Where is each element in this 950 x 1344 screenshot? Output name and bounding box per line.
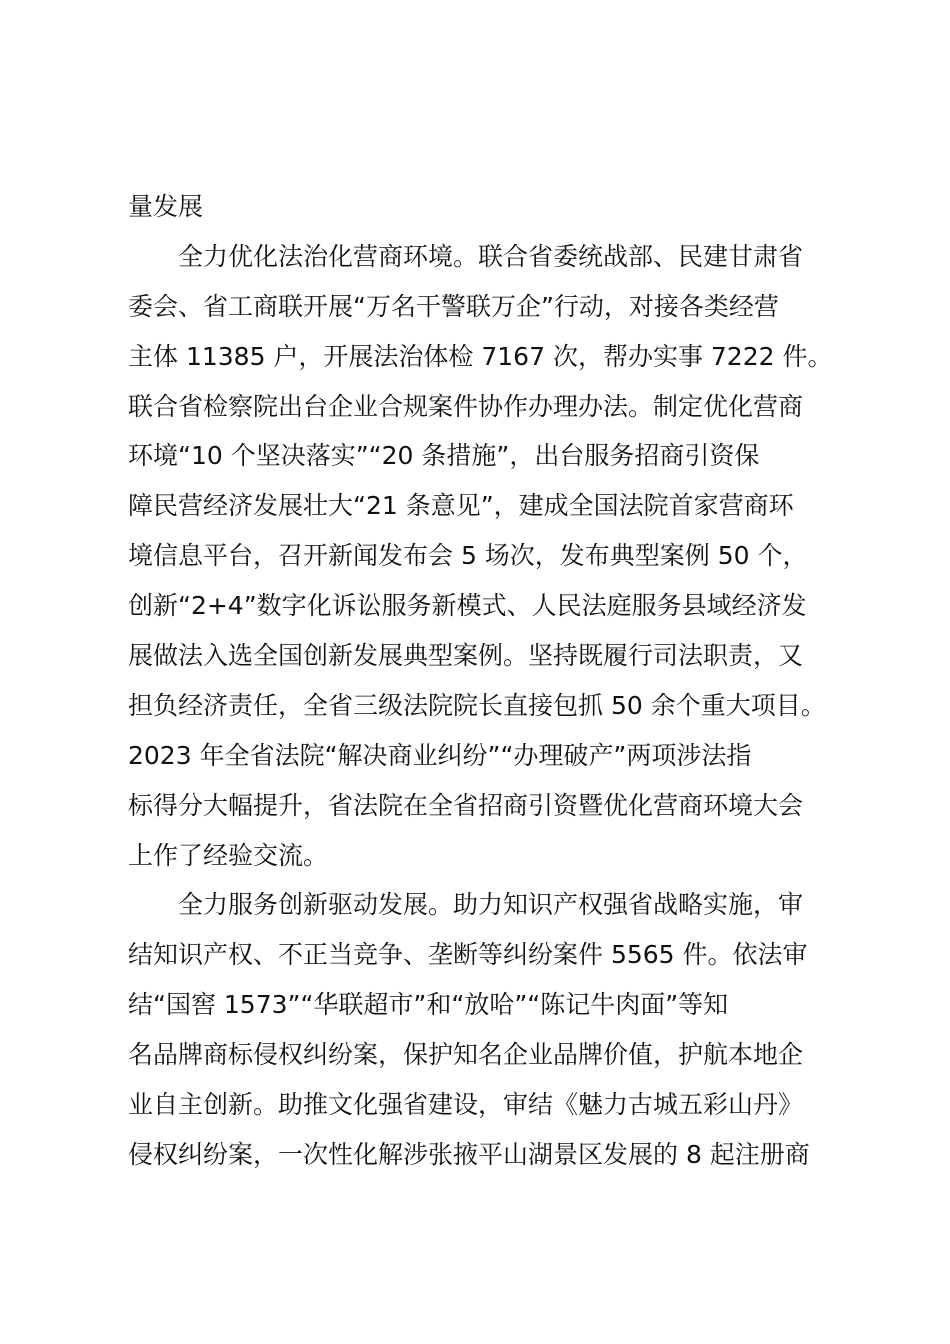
text-line: 委会、省工商联开展“万名干警联万企”行动，对接各类经营 — [128, 291, 779, 321]
text-line: 量发展 — [128, 192, 204, 221]
text-line: 创新“2+4”数字化诉讼服务新模式、人民法庭服务县域经济发 — [128, 591, 807, 621]
text-line: 主体 11385 户，开展法治体检 7167 次，帮办实事 7222 件。 — [128, 341, 833, 371]
text-line: 展做法入选全国创新发展典型案例。坚持既履行司法职责，又 — [128, 641, 804, 671]
text-line: 环境“10 个坚决落实”“20 条措施”，出台服务招商引资保 — [128, 441, 760, 471]
text-line: 上作了经验交流。 — [128, 840, 329, 870]
text-line: 标得分大幅提升，省法院在全省招商引资暨优化营商环境大会 — [128, 790, 804, 820]
text-line: 障民营经济发展壮大“21 条意见”，建成全国法院首家营商环 — [128, 491, 794, 521]
text-line: 结“国窖 1573”“华联超市”和“放哈”“陈记牛肉面”等知 — [128, 990, 729, 1020]
text-line: 侵权纠纷案，一次性化解涉张掖平山湖景区发展的 8 起注册商 — [128, 1139, 810, 1169]
text-line: 业自主创新。助推文化强省建设，审结《魅力古城五彩山丹》 — [128, 1090, 804, 1120]
body-text — [128, 182, 848, 1180]
text-line: 境信息平台，召开新闻发布会 5 场次，发布典型案例 50 个， — [128, 541, 808, 571]
paragraph-first-line: 全力优化法治化营商环境。联合省委统战部、民建甘肃省 — [178, 241, 804, 271]
text-line: 结知识产权、不正当竞争、垄断等纠纷案件 5565 件。依法审 — [128, 940, 808, 970]
text-line: 担负经济责任，全省三级法院院长直接包抓 50 余个重大项目。 — [128, 690, 826, 720]
text-line: 2023 年全省法院“解决商业纠纷”“办理破产”两项涉法指 — [128, 740, 752, 770]
text-line: 名品牌商标侵权纠纷案，保护知名企业品牌价值，护航本地企 — [128, 1040, 804, 1070]
text-line: 联合省检察院出台企业合规案件协作办理办法。制定优化营商 — [128, 391, 804, 421]
paragraph-first-line: 全力服务创新驱动发展。助力知识产权强省战略实施，审 — [178, 890, 804, 920]
